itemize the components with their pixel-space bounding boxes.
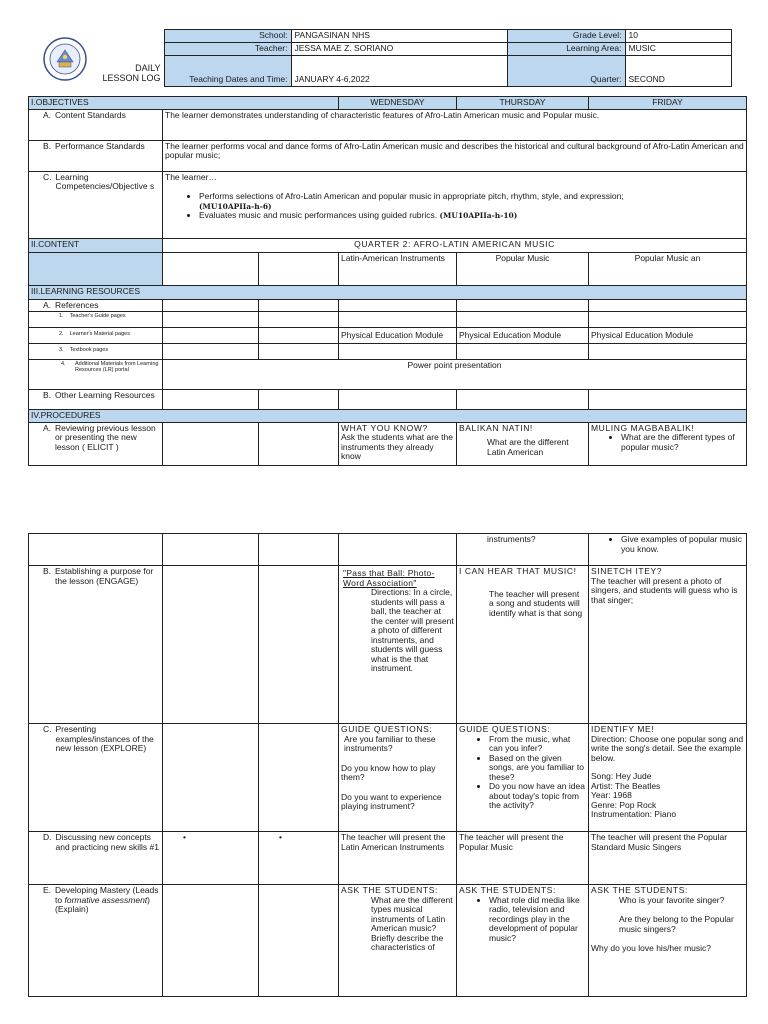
discussing-bullet-cell <box>259 832 339 885</box>
dll-title-line2: LESSON LOG <box>102 73 161 84</box>
reviewing-wed <box>339 422 457 465</box>
mastery-fri-title: ASK THE STUDENTS: <box>591 885 688 895</box>
reviewing-fri-item: • What are the different types of popular music? <box>621 433 744 452</box>
presenting-thu-item: • Based on the given songs, are you familiar to these? <box>489 754 586 783</box>
cell <box>259 299 339 312</box>
mastery-fri-q3: Why do you love his/her music? <box>591 943 711 954</box>
competency-text: Evaluates music and music performances using guided rubrics. <box>199 210 438 221</box>
label-text: Reviewing previous lesson or presenting the new lesson ( ELICIT ) <box>55 422 156 452</box>
label-num: A. <box>43 422 52 433</box>
ref-teacher-guide <box>29 312 163 328</box>
mastery-label-a: Developing Mastery (Leads to <box>55 885 159 905</box>
presenting-fri-year: Year: 1968 <box>591 790 632 801</box>
mastery-label <box>29 885 163 997</box>
mastery-fri-q1: Who is your favorite singer? <box>619 894 725 905</box>
presenting-thu-item: • Do you now have an idea about today's topic from the activity? <box>489 782 586 811</box>
cell <box>457 312 589 328</box>
presenting-wed-q3: Do you want to experience playing instrument? <box>341 791 442 812</box>
cell <box>163 390 259 410</box>
presenting-wed-title: GUIDE QUESTIONS: <box>341 724 433 734</box>
presenting-wed <box>339 724 457 832</box>
ref-additional-materials <box>29 360 163 390</box>
competencies-text <box>163 171 747 238</box>
dates-value: JANUARY 4-6,2022 <box>291 56 507 87</box>
reviewing-fri-title: MULING MAGBABALIK! <box>591 422 695 433</box>
other-resources-label <box>29 390 163 410</box>
competency-item <box>199 211 744 221</box>
cell <box>339 299 457 312</box>
content-standards-text: The learner demonstrates understanding of characteristic features of Afro-Latin American music and Popular music. <box>163 109 747 140</box>
label-text: References <box>55 299 99 310</box>
cell <box>259 344 339 360</box>
presenting-thu-title: GUIDE QUESTIONS: <box>459 724 551 734</box>
reviewing-thu <box>457 422 589 465</box>
establishing-wed-text: Directions: In a circle, students will pass a ball, the teacher at the center will present a photo of different instruments, and students will guess what is the that instrument. <box>371 587 454 674</box>
cont-fri-item: • Give examples of popular music you know. <box>621 535 744 554</box>
content-wed: Latin-American Instruments <box>339 252 457 285</box>
establishing-label <box>29 566 163 724</box>
presenting-fri-title: IDENTIFY ME! <box>591 724 655 734</box>
presenting-wed-q2: Do you know how to play them? <box>341 762 436 783</box>
presenting-fri <box>589 724 747 832</box>
content-cell <box>259 252 339 285</box>
objectives-heading: I.OBJECTIVES <box>29 97 339 110</box>
competency-code: (MU10APIIa-h-6) <box>199 201 272 211</box>
cell <box>259 566 339 724</box>
cell <box>259 885 339 997</box>
content-cell <box>163 252 259 285</box>
cell <box>339 534 457 566</box>
mastery-wed-title: ASK THE STUDENTS: <box>341 885 438 895</box>
label-num: A. <box>43 299 52 310</box>
content-blank <box>29 252 163 285</box>
label-text: Other Learning Resources <box>55 390 155 401</box>
competencies-intro: The learner… <box>165 171 217 182</box>
ref-text: Teacher's Guide pages <box>69 313 126 320</box>
cell <box>339 390 457 410</box>
cell <box>163 344 259 360</box>
bullet-icon: • <box>279 832 282 842</box>
reviewing-thu-title: BALIKAN NATIN! <box>459 422 533 433</box>
cell <box>259 422 339 465</box>
cont-fri <box>589 534 747 566</box>
references-label <box>29 299 163 312</box>
cell <box>339 312 457 328</box>
discussing-wed: The teacher will present the Latin American Instruments <box>339 832 457 885</box>
establishing-wed-title: "Pass that Ball: Photo- Word Association" <box>343 568 435 588</box>
cell <box>163 724 259 832</box>
label-num: C. <box>43 724 52 734</box>
competency-code: (MU10APIIa-h-10) <box>439 211 518 221</box>
establishing-wed <box>339 566 457 724</box>
label-num: C. <box>43 171 52 182</box>
content-thu: Popular Music <box>457 252 589 285</box>
label-num: B. <box>43 140 52 151</box>
quarter-label: Quarter: <box>507 56 625 87</box>
cont-thu: instruments? <box>457 534 589 566</box>
presenting-fri-genre: Genre: Pop Rock <box>591 799 657 810</box>
presenting-wed-q1: Are you familiar to these instruments? <box>344 733 436 754</box>
label-text: Performance Standards <box>55 140 145 151</box>
label-num: D. <box>43 832 52 842</box>
grade-label: Grade Level: <box>507 30 625 43</box>
ref-additional-value: Power point presentation <box>163 360 747 390</box>
label-text: Presenting examples/instances of the new lesson (EXPLORE) <box>55 724 154 754</box>
mastery-thu-item: • What role did media like radio, television and recordings play in the development of popular music? <box>489 896 586 944</box>
cell <box>589 344 747 360</box>
competency-text: Performs selections of Afro-Latin American and popular music in appropriate pitch, rhythm, style, and expression; <box>199 191 624 202</box>
ref-num: 1. <box>59 313 64 320</box>
presenting-label <box>29 724 163 832</box>
area-value: MUSIC <box>625 43 731 56</box>
cell <box>259 724 339 832</box>
label-num: B. <box>43 390 52 401</box>
lesson-table-page2 <box>28 533 747 997</box>
ref-lm-fri: Physical Education Module <box>589 328 747 344</box>
grade-value: 10 <box>625 30 731 43</box>
ref-text: Learner's Material pages <box>69 331 130 338</box>
label-text: Establishing a purpose for the lesson (ENGAGE) <box>55 566 154 586</box>
presenting-thu-item: • From the music, what can you infer? <box>489 735 586 754</box>
procedures-heading: IV.PROCEDURES <box>29 410 747 423</box>
competency-item <box>199 192 744 211</box>
label-num: E. <box>43 885 52 895</box>
cell <box>259 390 339 410</box>
ref-learners-material <box>29 328 163 344</box>
dll-title <box>28 30 164 87</box>
establishing-thu-text: The teacher will present a song and students will identify what is that song <box>489 588 583 618</box>
establishing-thu-title: I CAN HEAR THAT MUSIC! <box>459 566 577 576</box>
dates-label: Teaching Dates and Time: <box>164 56 291 87</box>
cell <box>163 566 259 724</box>
cell <box>457 344 589 360</box>
cell <box>457 299 589 312</box>
presenting-fri-song: Song: Hey Jude <box>591 771 652 782</box>
presenting-fri-instrumentation: Instrumentation: Piano <box>591 809 677 820</box>
establishing-fri-title: SINETCH ITEY? <box>591 566 663 576</box>
cell <box>259 328 339 344</box>
label-num: B. <box>43 566 52 576</box>
reviewing-thu-text: What are the different Latin American <box>487 437 569 457</box>
teacher-label: Teacher: <box>164 43 291 56</box>
mastery-fri-q2: Are they belong to the Popular music singers? <box>619 914 734 934</box>
label-text: Learning Competencies/Objective s <box>55 171 155 192</box>
cell <box>163 422 259 465</box>
cell <box>589 312 747 328</box>
content-heading: II.CONTENT <box>29 238 163 252</box>
cell <box>339 344 457 360</box>
resources-heading: III.LEARNING RESOURCES <box>29 285 747 299</box>
cell <box>259 534 339 566</box>
discussing-thu: The teacher will present the Popular Music <box>457 832 589 885</box>
performance-standards-text: The learner performs vocal and dance forms of Afro-Latin American music and describes the historical and cultural background of Afro-Latin American and popular music; <box>163 140 747 171</box>
mastery-thu <box>457 885 589 997</box>
label-num: A. <box>43 109 52 120</box>
quarter-value: SECOND <box>625 56 731 87</box>
ref-lm-thu: Physical Education Module <box>457 328 589 344</box>
presenting-fri-artist: Artist: The Beatles <box>591 780 661 791</box>
mastery-wed <box>339 885 457 997</box>
reviewing-wed-title: WHAT YOU KNOW? <box>341 422 428 433</box>
cell <box>163 299 259 312</box>
bullet-icon: • <box>183 832 186 842</box>
presenting-fri-text: Direction: Choose one popular song and write the song's detail. See the example below. <box>591 733 744 763</box>
mastery-label-c: ) (Explain) <box>55 894 150 915</box>
ref-lm-wed: Physical Education Module <box>339 328 457 344</box>
ref-num: 4. <box>61 361 66 368</box>
cell <box>589 390 747 410</box>
cell <box>589 299 747 312</box>
establishing-thu <box>457 566 589 724</box>
dll-title-line1: DAILY <box>135 63 161 74</box>
header-table <box>28 29 732 87</box>
establishing-fri-text: The teacher will present a photo of singers, and students will guess who is that singer; <box>591 575 738 605</box>
label-text: Discussing new concepts and practicing new skills #1 <box>55 832 159 852</box>
cell <box>29 534 163 566</box>
label-text: Content Standards <box>55 109 126 120</box>
competencies-label <box>29 171 163 238</box>
content-fri: Popular Music an <box>589 252 747 285</box>
lesson-table-page1 <box>28 96 747 466</box>
mastery-thu-title: ASK THE STUDENTS: <box>459 885 556 895</box>
mastery-label-italic: formative assessment <box>64 894 148 905</box>
cell <box>163 328 259 344</box>
discussing-bullet-cell <box>163 832 259 885</box>
reviewing-wed-text: Ask the students what are the instruments they already know <box>341 432 453 462</box>
reviewing-fri <box>589 422 747 465</box>
discussing-label <box>29 832 163 885</box>
performance-standards-label <box>29 140 163 171</box>
teacher-value: JESSA MAE Z. SORIANO <box>291 43 507 56</box>
cell <box>163 885 259 997</box>
area-label: Learning Area: <box>507 43 625 56</box>
ref-num: 2. <box>59 331 64 338</box>
school-label: School: <box>164 30 291 43</box>
cell <box>163 312 259 328</box>
school-value: PANGASINAN NHS <box>291 30 507 43</box>
day-thursday: THURSDAY <box>457 97 589 110</box>
establishing-fri <box>589 566 747 724</box>
reviewing-label <box>29 422 163 465</box>
presenting-thu <box>457 724 589 832</box>
cell <box>457 390 589 410</box>
day-wednesday: WEDNESDAY <box>339 97 457 110</box>
ref-text: Textbook pages <box>69 347 109 354</box>
ref-num: 3. <box>59 347 64 354</box>
ref-text: Additional Materials from Learning Resources (LR) portal <box>75 361 159 374</box>
content-standards-label <box>29 109 163 140</box>
cell <box>259 312 339 328</box>
discussing-fri: The teacher will present the Popular Standard Music Singers <box>589 832 747 885</box>
cell <box>163 534 259 566</box>
mastery-wed-text: What are the different types musical instruments of Latin American music? Briefly describe the characteristics of <box>371 894 453 953</box>
day-friday: FRIDAY <box>589 97 747 110</box>
content-quarter: QUARTER 2: AFRO-LATIN AMERICAN MUSIC <box>163 238 747 252</box>
ref-textbook <box>29 344 163 360</box>
mastery-fri <box>589 885 747 997</box>
label-text <box>55 886 160 915</box>
